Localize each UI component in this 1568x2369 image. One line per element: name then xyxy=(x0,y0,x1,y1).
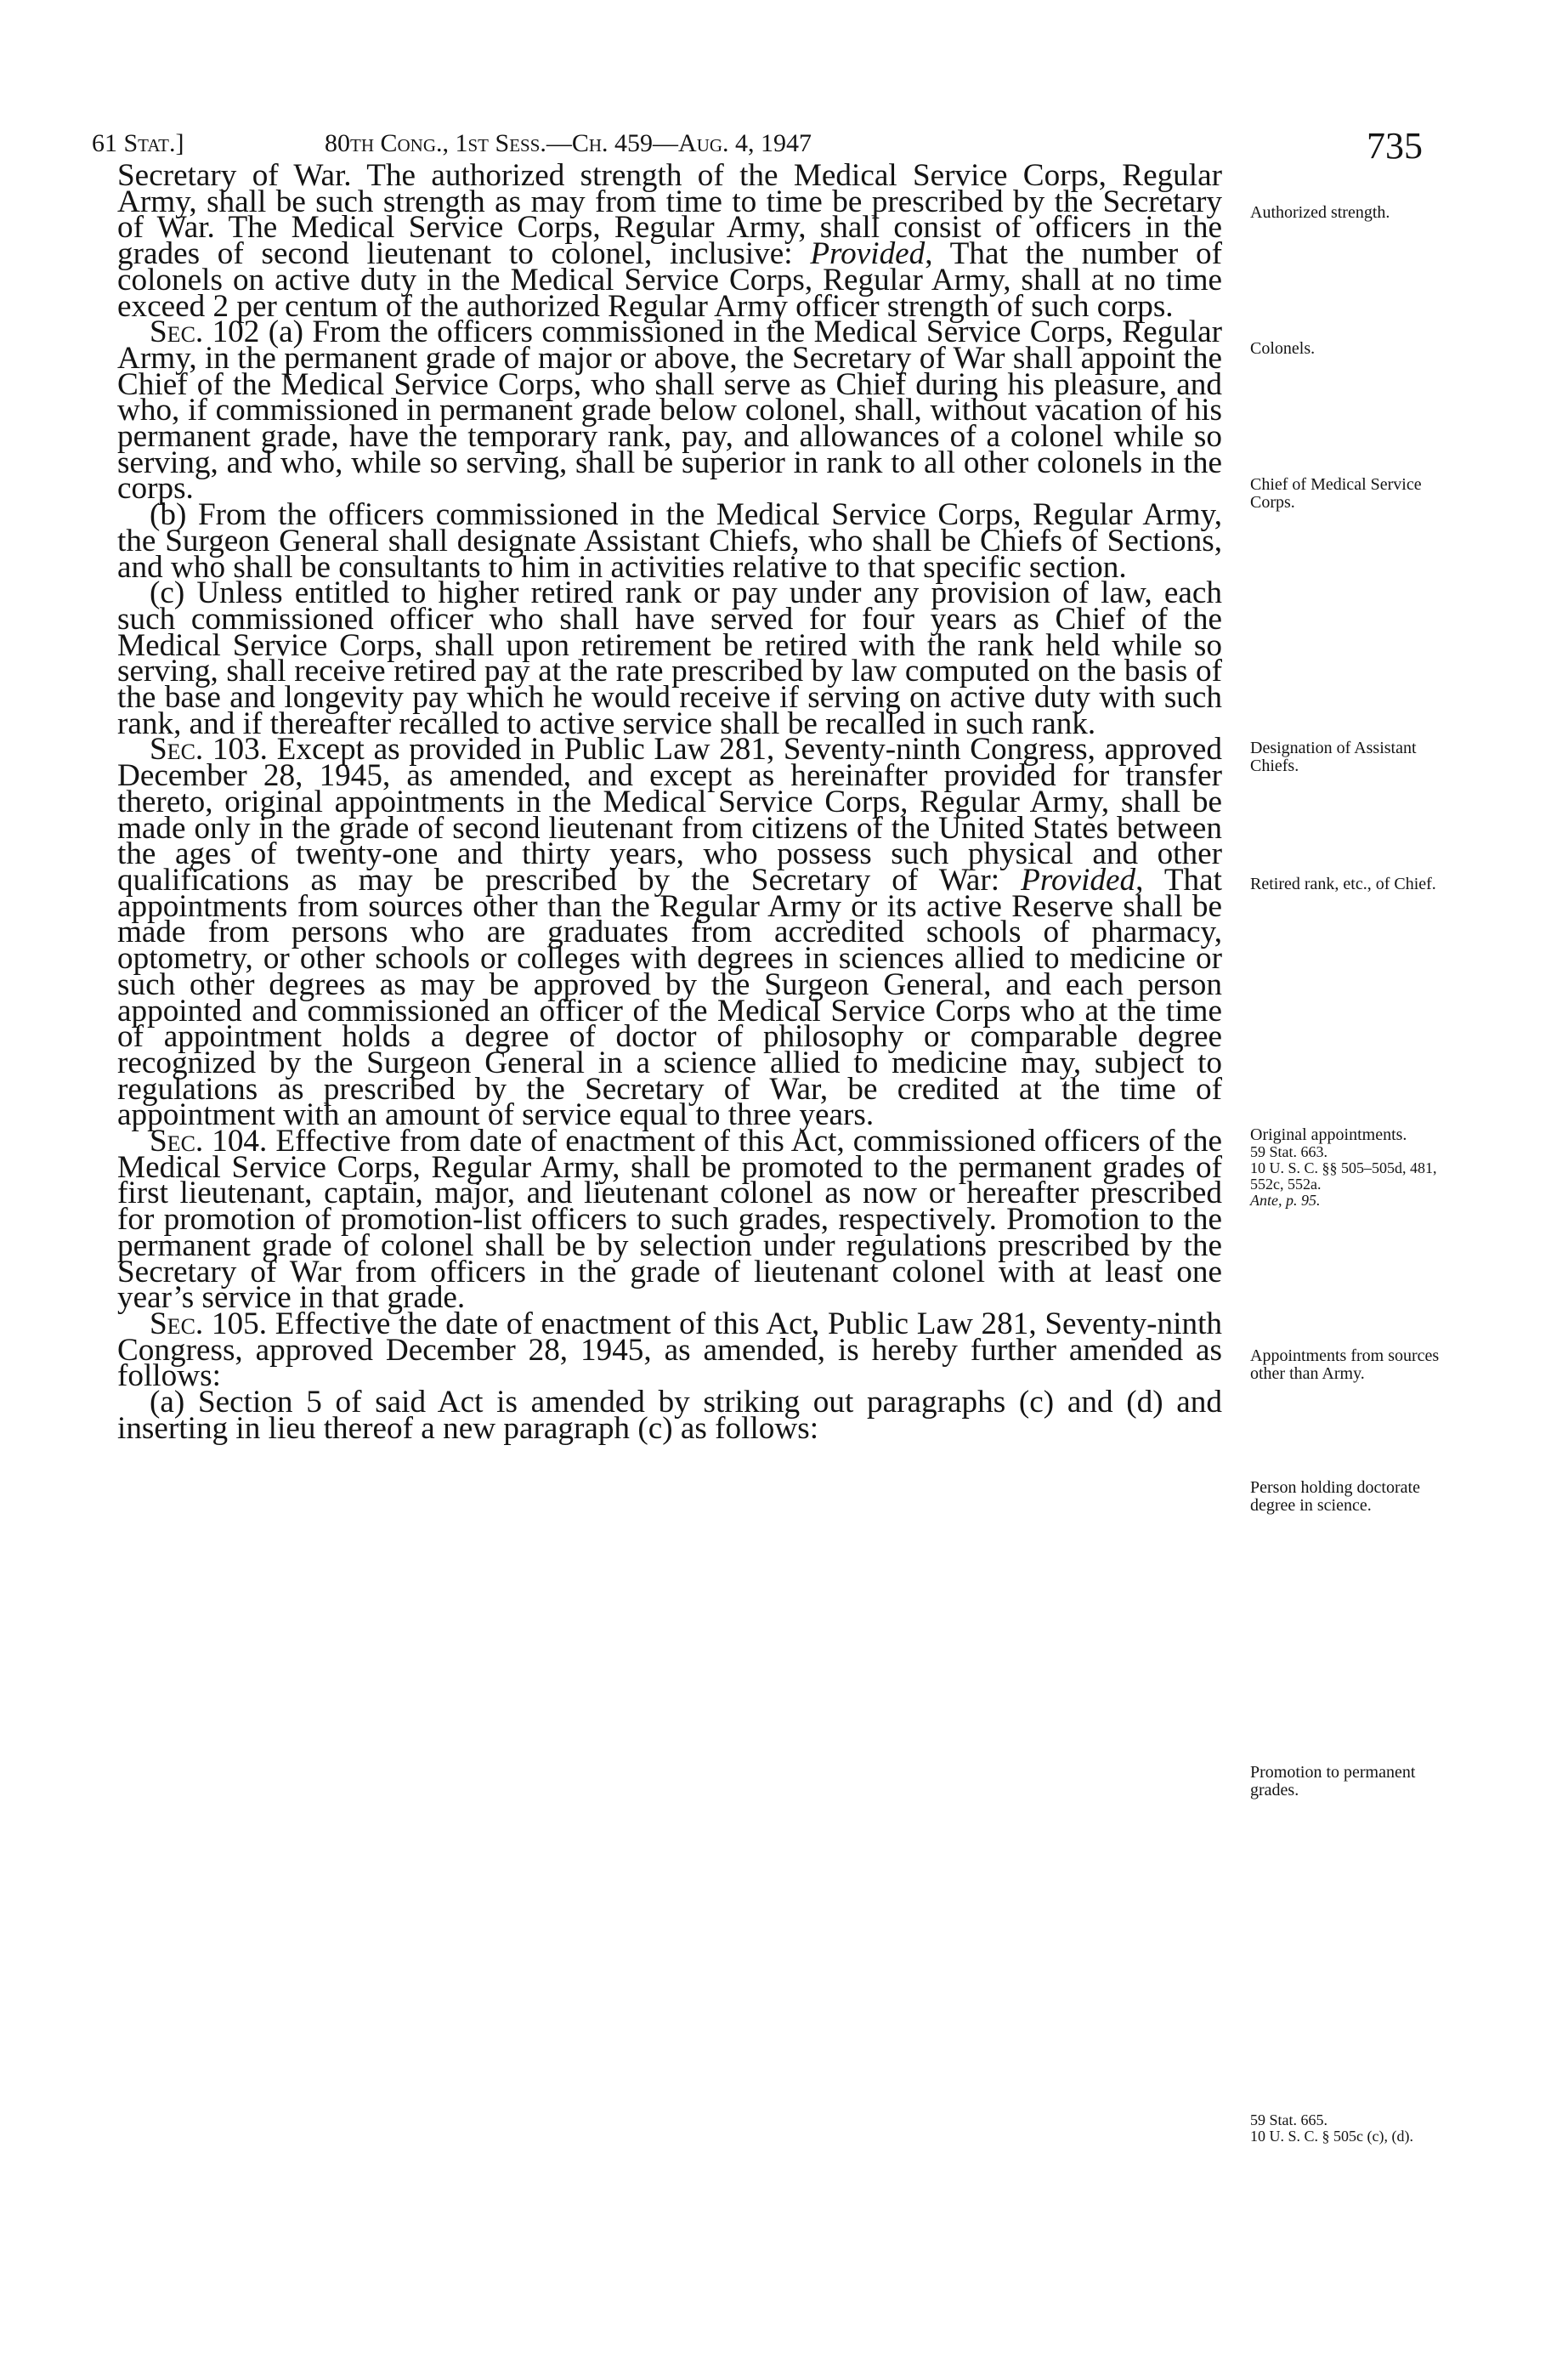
paragraph-sec-104: Sec. 104. Effective from date of enactment of this Act, commissioned officers of the Medical Service Corps, Regular Army, shall be promoted to the permanent grades of first lieutenant, captain, major, and lieutenant colonel as now or hereafter prescribed for promotion of promotion-list officers to such grades, respectively. Promotion to the permanent grade of colonel shall be by selection under regulations prescribed by the Secretary of War from officers in the grade of lieutenant colonel with at least one year’s service in that grade. xyxy=(117,1124,1222,1316)
body-text xyxy=(117,158,1222,1446)
section-label: Sec. xyxy=(150,1124,204,1159)
statute-reference: 59 Stat. 663. xyxy=(1250,1143,1328,1160)
running-head: 80th Cong., 1st Sess.—Ch. 459—Aug. 4, 1947 xyxy=(325,129,812,157)
margin-note-designation: Designation of Assistant Chiefs. xyxy=(1250,739,1417,775)
section-label: Sec. xyxy=(150,732,204,768)
paragraph-sec-105: Sec. 105. Effective the date of enactment of this Act, Public Law 281, Seventy-ninth Congress, approved December 28, 1945, as amended, is hereby further amended as follows: xyxy=(117,1306,1222,1394)
margin-note-retired-rank: Retired rank, etc., of Chief. xyxy=(1250,875,1436,893)
paragraph-sec-103: Sec. 103. Except as provided in Public Law 281, Seventy-ninth Congress, approved December 28, 1945, as amended, and except as hereinafter provided for transfer thereto, original appointments in the Medical Service Corps, Regular Army, shall be made only in the grade of second lieutenant from citizens of the United States between the ages of twenty-one and thirty years, who possess such physical and other qualifications as may be prescribed by the Secretary of War: Provided, That appointments from sources other than the Regular Army or its active Reserve shall be made from persons who are graduates from accredited schools of pharmacy, optometry, or other schools or colleges with degrees in sciences allied to medicine or such other degrees as may be approved by the Surgeon General, and each person appointed and commissioned an officer of the Medical Service Corps who at the time of appointment holds a degree of doctor of philosophy or comparable degree recognized by the Surgeon General in a science allied to medicine may, subject to regulations as prescribed by the Secretary of War, be credited at the time of appointment with an amount of service equal to three years. xyxy=(117,732,1222,1133)
margin-note-appointments-other-sources: Appointments from sources other than Army. xyxy=(1250,1346,1440,1383)
section-label: Sec. xyxy=(150,1306,204,1341)
margin-note-heading: Original appointments. xyxy=(1250,1125,1407,1144)
paragraph-sec-102: Sec. 102 (a) From the officers commissioned in the Medical Service Corps, Regular Army, in the permanent grade of major or above, the Secretary of War shall appoint the Chief of the Medical Service Corps, who shall serve as Chief during his pleasure, and who, if commissioned in permanent grade below colonel, shall, without vacation of his permanent grade, have the temporary rank, pay, and allowances of a colonel while so serving, and who, while so serving, shall be superior in rank to all other colonels in the corps. xyxy=(117,315,1222,507)
margin-note-original-appointments xyxy=(1250,1126,1446,1209)
paragraph-sec-102-c: (c) Unless entitled to higher retired rank or pay under any provision of law, each such commissioned officer who shall have served for four years as Chief of the Medical Service Corps, shall upon retirement be retired with the rank held while so serving, shall receive retired pay at the rate prescribed by law computed on the basis of the base and longevity pay which he would receive if serving on active duty with such rank, and if thereafter recalled to active service shall be recalled in such rank. xyxy=(117,575,1222,741)
margin-note-amendment-reference xyxy=(1250,2112,1446,2145)
section-label: Sec. xyxy=(150,315,204,350)
statute-reference: 59 Stat. 665. xyxy=(1250,2111,1328,2128)
code-reference: 10 U. S. C. § 505c (c), (d). xyxy=(1250,2128,1413,2145)
paragraph-authorized-strength: Secretary of War. The authorized strength of the Medical Service Corps, Regular Army, shall be such strength as may from time to time be prescribed by the Secretary of War. The Medical Service Corps, Regular Army, shall consist of officers in the grades of second lieutenant to colonel, inclusive: Provided, That the number of colonels on active duty in the Medical Service Corps, Regular Army, shall at no time exceed 2 per centum of the authorized Regular Army officer strength of such corps. xyxy=(117,158,1222,324)
margin-note-chief: Chief of Medical Service Corps. xyxy=(1250,475,1422,512)
margin-note-doctorate: Person holding doctorate degree in science. xyxy=(1250,1478,1420,1515)
margin-note-promotion: Promotion to permanent grades. xyxy=(1250,1763,1416,1799)
code-reference: 10 U. S. C. §§ 505–505d, 481, 552c, 552a. xyxy=(1250,1159,1437,1193)
page-number: 735 xyxy=(1367,125,1423,167)
margin-note-colonels: Colonels. xyxy=(1250,339,1316,358)
paragraph-sec-102-b: (b) From the officers commissioned in the Medical Service Corps, Regular Army, the Surgeon General shall designate Assistant Chiefs, who shall be Chiefs of Sections, and who shall be consultants to him in activities relative to that specific section. xyxy=(117,497,1222,585)
volume-reference: 61 Stat.] xyxy=(92,129,184,157)
ante-reference: Ante, p. 95. xyxy=(1250,1192,1321,1209)
paragraph-sec-105-a: (a) Section 5 of said Act is amended by striking out paragraphs (c) and (d) and inserting in lieu thereof a new paragraph (c) as follows: xyxy=(117,1385,1222,1446)
margin-note-authorized-strength: Authorized strength. xyxy=(1250,203,1390,222)
